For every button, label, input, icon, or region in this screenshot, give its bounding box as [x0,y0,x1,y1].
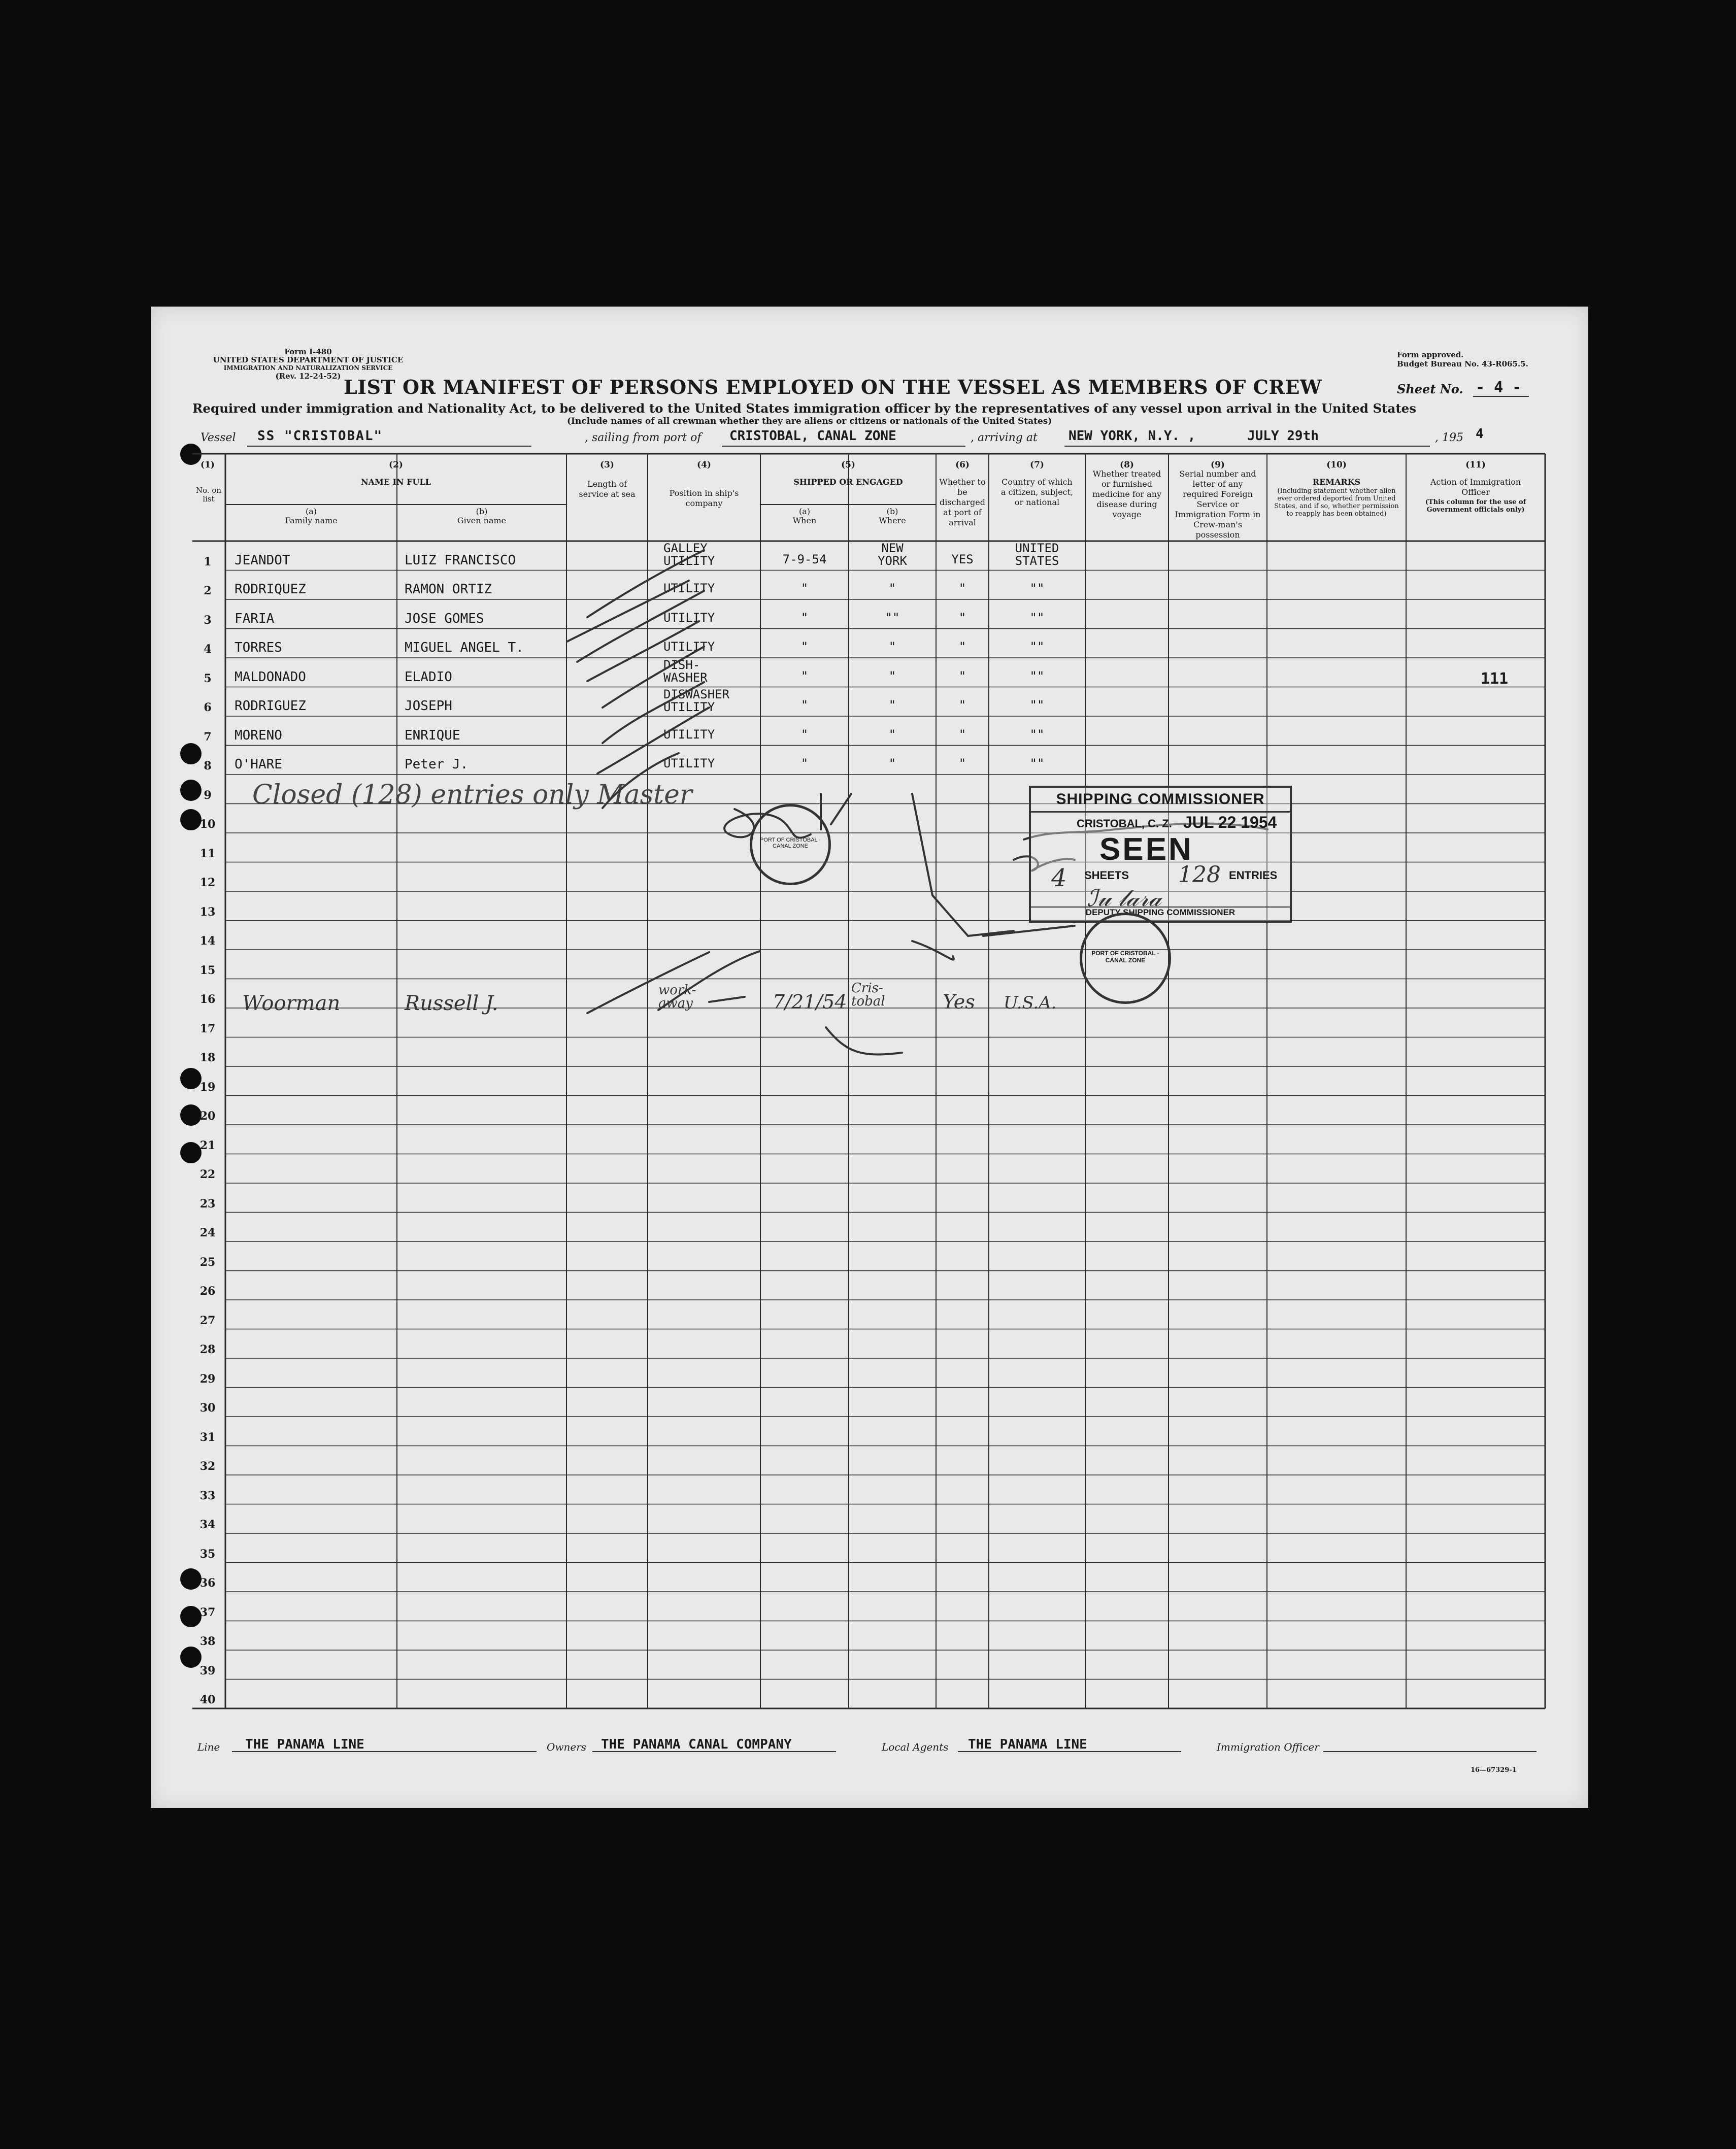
stamp-place: CRISTOBAL, C. Z. [1077,817,1172,830]
sailing-label: , sailing from port of [585,431,702,444]
col10-note: (Including statement whether alien ever ordered deported from United States, and if so, whether permission to reapply has been obtained) [1274,487,1399,518]
country-cell: "" [1029,727,1045,742]
handwritten-given-name: Russell J. [405,992,498,1015]
col2a-letter: (a) [305,507,317,516]
col5-number: (5) [841,460,855,470]
col1-label: No. on list [195,486,222,503]
row-number: 27 [199,1314,216,1327]
family-name-cell: JEANDOT [235,552,290,568]
country-cell: "" [1029,668,1045,683]
form-number: Form I-480 [284,347,332,356]
budget-bureau: Budget Bureau No. 43-R065.5. [1397,359,1528,368]
col4-label: Position in ship's company [669,488,739,508]
discharged-cell: " [958,668,966,683]
sailing-port: CRISTOBAL, CANAL ZONE [729,428,896,444]
row-number: 33 [199,1489,216,1502]
row-number: 39 [199,1664,216,1677]
given-name-cell: ELADIO [405,669,452,685]
handwritten-position: work- away [658,983,696,1011]
shipped-where-cell: "" [885,610,900,625]
col8-number: (8) [1120,460,1134,470]
sheet-number-label: Sheet No. [1397,382,1463,396]
row-number: 38 [199,1635,216,1648]
form-approved: Form approved. [1397,350,1464,359]
country-cell: "" [1029,640,1045,654]
agents-label: Local Agents [882,1741,949,1753]
department-name: UNITED STATES DEPARTMENT OF JUSTICE [213,355,404,364]
row-number: 1 [204,555,212,568]
row-number: 6 [204,701,212,714]
crew-note: (Include names of all crewman whether they are aliens or citizens or nationals of the United States) [567,416,1052,426]
family-name-cell: O'HARE [235,757,282,772]
row-number: 16 [199,993,216,1006]
col3-label: Length of service at sea [579,479,636,499]
action-mark-row5: 111 [1481,670,1509,688]
arriving-label: , arriving at [971,431,1038,444]
row-number: 35 [199,1547,216,1561]
page-subtitle: Required under immigration and Nationality Act, to be delivered to the United States immigration officer by the representatives of any vessel upon arrival in the United States [192,401,1417,416]
shipped-where-cell: " [888,727,896,742]
stamp-sheets-count: 4 [1051,864,1067,892]
col1-number: (1) [201,460,215,470]
row-number: 20 [199,1110,216,1123]
discharged-cell: " [958,756,966,770]
col5a-label: When [792,516,817,525]
shipped-where-cell: " [888,581,896,595]
row-number: 26 [199,1285,216,1298]
stamp-date: JUL 22 1954 [1183,813,1277,831]
col5b-label: Where [879,516,906,525]
handwritten-where: Cris- tobal [851,981,885,1009]
row-number: 2 [204,584,212,597]
country-cell: "" [1029,581,1045,595]
col6-label: Whether to be discharged at port of arrival [939,477,986,527]
year-label: , 195 [1435,431,1463,444]
col5-label: SHIPPED OR ENGAGED [793,477,903,487]
revision-date: (Rev. 12-24-52) [275,372,341,381]
shipped-where-cell: " [888,668,896,683]
col8-label: Whether treated or furnished medicine for any disease during voyage [1092,469,1162,519]
row-number: 21 [199,1138,216,1152]
given-name-cell: JOSE GOMES [405,611,484,626]
shipped-when-cell: " [800,756,809,770]
row-number: 14 [199,934,216,948]
row-number: 23 [199,1197,216,1211]
arriving-port: NEW YORK, N.Y. , [1069,428,1196,444]
row-number: 9 [204,788,212,802]
row-number: 3 [204,613,212,627]
discharged-cell: YES [951,552,974,566]
position-cell: UTILITY [663,756,715,770]
col5b-letter: (b) [886,507,898,516]
given-name-cell: LUIZ FRANCISCO [405,552,516,568]
form-code: 16—67329-1 [1471,1766,1517,1774]
discharged-cell: " [958,727,966,742]
col11-number: (11) [1465,460,1486,470]
col2a-label: Family name [285,516,338,525]
row-number: 8 [204,759,212,773]
row-number: 17 [199,1022,216,1035]
row-number: 29 [199,1372,216,1386]
row-number: 34 [199,1518,216,1531]
row-number: 12 [199,876,216,889]
row-number: 24 [199,1226,216,1239]
row-number: 11 [199,847,216,860]
row-number: 28 [199,1343,216,1356]
row-number: 13 [199,905,216,919]
shipped-where-cell: " [888,640,896,654]
discharged-cell: " [958,610,966,625]
seal-text: PORT OF CRISTOBAL · CANAL ZONE [759,837,821,849]
owners-label: Owners [547,1741,587,1753]
row-number: 30 [199,1401,216,1415]
given-name-cell: JOSEPH [405,698,452,714]
shipped-when-cell: " [800,610,809,625]
col9-label: Serial number and letter of any required Foreign Service or Immigration Form in Crew-man's possession [1175,469,1261,540]
shipped-where-cell: NEW YORK [878,541,907,568]
position-cell: UTILITY [663,610,715,625]
position-cell: UTILITY [663,640,715,654]
row-number: 18 [199,1051,216,1064]
position-cell: UTILITY [663,727,715,742]
country-cell: "" [1029,756,1045,770]
position-cell: DISWASHER UTILITY [663,687,730,714]
manifest-sheet [151,307,1588,1808]
country-cell: "" [1029,610,1045,625]
col3-number: (3) [600,460,614,470]
shipped-when-cell: " [800,668,809,683]
row-number: 7 [204,730,212,744]
stamp-entries-label: ENTRIES [1229,869,1278,882]
family-name-cell: RODRIGUEZ [235,698,306,714]
row-number: 36 [199,1576,216,1590]
col7-number: (7) [1030,460,1044,470]
country-cell: UNITED STATES [1015,541,1059,568]
handwritten-closed-note: Closed (128) entries only Master [252,780,692,810]
vessel-label: Vessel [201,431,236,444]
discharged-cell: " [958,640,966,654]
stamp-footer: DEPUTY SHIPPING COMMISSIONER [1031,906,1290,918]
family-name-cell: MORENO [235,727,282,743]
arriving-date: JULY 29th [1247,428,1319,444]
row-number: 15 [199,963,216,977]
given-name-cell: RAMON ORTIZ [405,582,492,597]
manifest-grid [151,307,1588,1808]
handwritten-when: 7/21/54 [773,991,847,1013]
shipped-where-cell: " [888,698,896,712]
page-title: LIST OR MANIFEST OF PERSONS EMPLOYED ON THE VESSEL AS MEMBERS OF CREW [344,376,1322,398]
discharged-cell: " [958,581,966,595]
row-number: 22 [199,1168,216,1181]
family-name-cell: TORRES [235,640,282,655]
shipping-commissioner-stamp [1029,786,1292,923]
discharged-cell: " [958,698,966,712]
row-number: 31 [199,1430,216,1444]
service-name: IMMIGRATION AND NATURALIZATION SERVICE [223,364,393,372]
family-name-cell: MALDONADO [235,669,306,685]
port-seal: PORT OF CRISTOBAL · CANAL ZONE [1080,913,1171,1004]
agents-name: THE PANAMA LINE [968,1737,1087,1752]
port-seal [750,804,831,885]
handwritten-discharged: Yes [943,991,975,1013]
stamp-title: SHIPPING COMMISSIONER [1056,791,1265,808]
given-name-cell: ENRIQUE [405,727,460,743]
shipped-when-cell: " [800,698,809,712]
sheet-number: - 4 - [1476,379,1522,396]
family-name-cell: FARIA [235,611,275,626]
row-number: 32 [199,1460,216,1473]
col10-number: (10) [1326,460,1347,470]
col10-label: REMARKS [1312,477,1361,487]
shipped-when-cell: " [800,727,809,742]
col11-note: (This column for the use of Government officials only) [1425,498,1526,514]
given-name-cell: MIGUEL ANGEL T. [405,640,524,655]
row-number: 19 [199,1080,216,1094]
col2-label: NAME IN FULL [360,477,431,487]
stamp-entries-count: 128 [1178,862,1221,888]
col2b-letter: (b) [476,507,488,516]
col4-number: (4) [697,460,711,470]
col5a-letter: (a) [798,507,811,516]
shipped-when-cell: " [800,640,809,654]
country-cell: "" [1029,698,1045,712]
stamp-signature: ℐ𝓊 𝓁𝒶𝓇𝒶 [1087,884,1162,912]
line-name: THE PANAMA LINE [245,1737,364,1752]
stamp-seen: SEEN [1099,832,1193,867]
row-number: 40 [199,1693,216,1706]
position-cell: DISH- WASHER [663,658,708,685]
row-number: 37 [199,1605,216,1619]
handwritten-family-name: Woorman [242,992,341,1015]
row-number: 10 [199,818,216,831]
given-name-cell: Peter J. [405,757,469,772]
family-name-cell: RODRIQUEZ [235,582,306,597]
row-number: 25 [199,1255,216,1269]
vessel-name: SS "CRISTOBAL" [257,428,383,444]
shipped-when-cell: 7-9-54 [782,552,827,566]
col6-number: (6) [955,460,970,470]
row-number: 4 [204,643,212,656]
year-digit: 4 [1476,426,1484,442]
col9-number: (9) [1211,460,1225,470]
stamp-sheets-label: SHEETS [1084,869,1129,882]
col7-label: Country of which a citizen, subject, or national [1000,477,1074,507]
shipped-where-cell: " [888,756,896,770]
col2-number: (2) [389,460,403,470]
position-cell: GALLEY UTILITY [663,541,715,568]
owners-name: THE PANAMA CANAL COMPANY [601,1737,792,1752]
col2b-label: Given name [457,516,507,525]
shipped-when-cell: " [800,581,809,595]
handwritten-country: U.S.A. [1004,993,1057,1013]
col11-label: Action of Immigration Officer [1430,477,1521,497]
row-number: 5 [204,671,212,685]
line-label: Line [197,1741,220,1753]
immigration-officer-label: Immigration Officer [1217,1741,1319,1753]
position-cell: UTILITY [663,581,715,595]
